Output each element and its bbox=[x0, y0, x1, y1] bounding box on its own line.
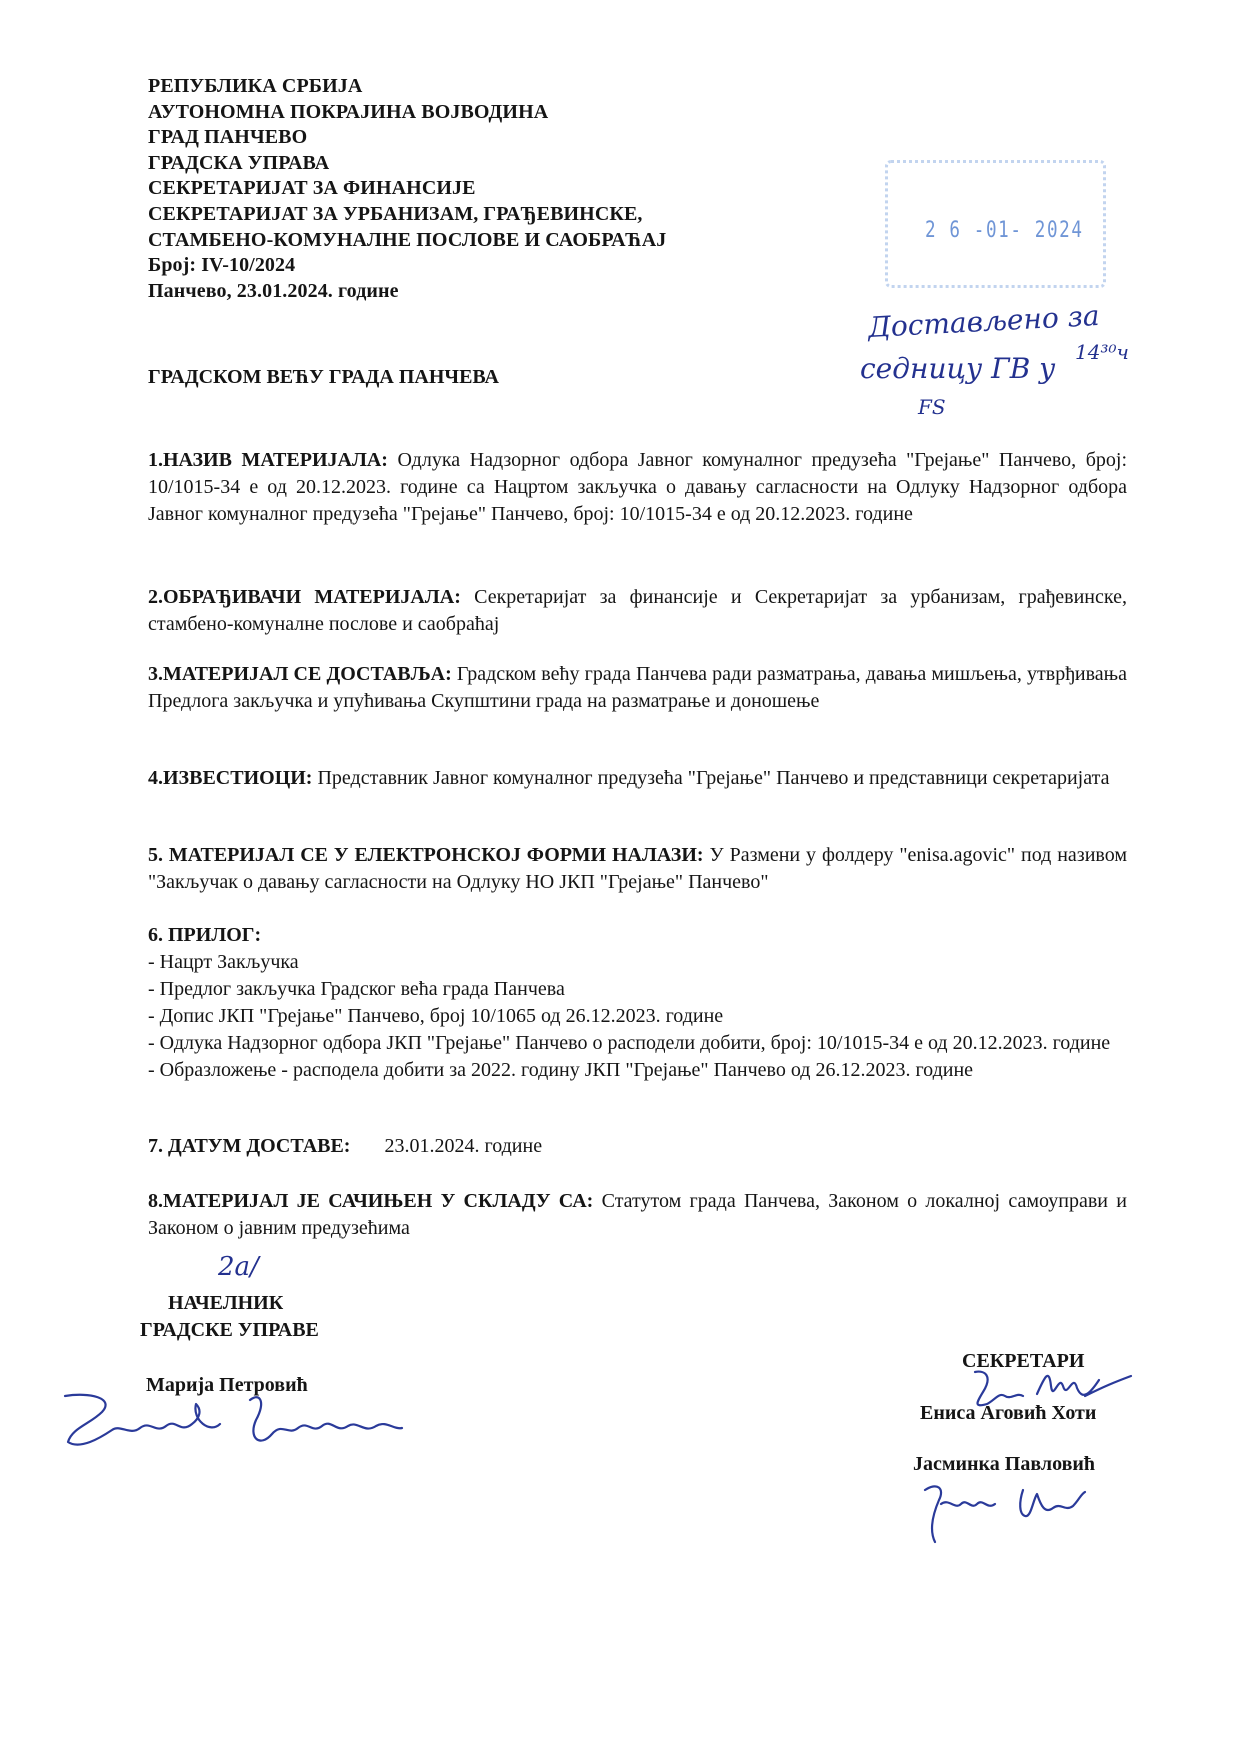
section-label: 1.НАЗИВ МАТЕРИЈАЛА: bbox=[148, 449, 388, 471]
header-city: ГРАД ПАНЧЕВО bbox=[148, 126, 308, 149]
section-label: 3.МАТЕРИЈАЛ СЕ ДОСТАВЉА: bbox=[148, 663, 452, 685]
header-administration: ГРАДСКА УПРАВА bbox=[148, 151, 330, 174]
signature-right-name-1: Eниса Аговић Хоти bbox=[920, 1402, 1097, 1424]
handwritten-note-line1: Достављено за bbox=[867, 298, 1101, 345]
section-text: Одлука Надзорног одбора Јавног комуналног предузећа "Грејање" Панчево, број: 10/1015-34 е од 20.12.2023. године са Нацртом закључка о давању сагласности на Одлуку Надзорног одбора Јавног комуналног предузећа "Грејање" Панчево, број: 10/1015-34 е од 20.12.2023. године bbox=[148, 449, 1127, 525]
section-label: 7. ДАТУМ ДОСТАВЕ: bbox=[148, 1135, 351, 1157]
recipient-heading: ГРАДСКОМ ВЕЋУ ГРАДА ПАНЧЕВА bbox=[148, 366, 499, 388]
signature-left-title bbox=[140, 1290, 319, 1344]
section-text: Градском већу града Панчева ради разматрања, давања мишљења, утврђивања Предлога закључка и упућивања Скупштини града на разматрање и доношење bbox=[148, 663, 1127, 712]
section-label: 5. МАТЕРИЈАЛ СЕ У ЕЛЕКТРОНСКОЈ ФОРМИ НАЛАЗИ: bbox=[148, 844, 704, 866]
section-delivered-to bbox=[148, 661, 1127, 715]
section-label: 2.ОБРАЂИВАЧИ МАТЕРИЈАЛА: bbox=[148, 586, 461, 608]
section-delivery-date bbox=[148, 1133, 1127, 1160]
signature-annotation: 2a/ bbox=[218, 1252, 259, 1282]
signature-left-name: Марија Петровић bbox=[146, 1374, 308, 1396]
section-text: Представник Јавног комуналног предузећа "Грејање" Панчево и представници секретаријата bbox=[312, 767, 1110, 789]
section-label: 6. ПРИЛОГ: bbox=[148, 924, 262, 946]
section-attachments bbox=[148, 922, 1127, 1084]
section-text: 23.01.2024. године bbox=[384, 1135, 543, 1157]
header-province: АУТОНОМНА ПОКРАЈИНА ВОЈВОДИНА bbox=[148, 100, 549, 123]
signature-right-name-2: Јасминка Павловић bbox=[913, 1453, 1096, 1475]
section-compliance bbox=[148, 1188, 1127, 1242]
signature-right-title: СЕКРЕТАРИ bbox=[962, 1350, 1085, 1372]
attachment-item: - Одлука Надзорног одбора ЈКП "Грејање" Панчево о расподели добити, број: 10/1015-34 е од 20.12.2023. године bbox=[148, 1032, 1111, 1054]
header-country: РЕПУБЛИКА СРБИЈА bbox=[148, 75, 363, 97]
header-secretariat-finance: СЕКРЕТАРИЈАТ ЗА ФИНАНСИЈЕ bbox=[148, 177, 476, 200]
attachment-item: - Образложење - расподела добити за 2022. годину ЈКП "Грејање" Панчево од 26.12.2023. године bbox=[148, 1059, 974, 1081]
handwritten-note-initials: FS bbox=[918, 395, 946, 419]
handwritten-note-line2: седницу ГВ у bbox=[860, 352, 1056, 385]
section-text: У Размени у фолдеру "enisa.agovic" под називом "Закључак о давању сагласности на Одлуку НО ЈКП "Грејање" Панчево" bbox=[148, 844, 1127, 893]
attachment-item: - Нацрт Закључка bbox=[148, 951, 299, 973]
handwritten-signature-right-2 bbox=[915, 1480, 1115, 1550]
handwritten-note-time: 14³⁰ч bbox=[1075, 340, 1129, 364]
section-label: 8.МАТЕРИЈАЛ ЈЕ САЧИЊЕН У СКЛАДУ СА: bbox=[148, 1190, 594, 1212]
handwritten-signature-left bbox=[60, 1390, 440, 1460]
section-text: Статутом града Панчева, Законом о локалној самоуправи и Законом о јавним предузећима bbox=[148, 1190, 1127, 1239]
document-header bbox=[148, 74, 666, 304]
signature-left-title-line2: ГРАДСКЕ УПРАВЕ bbox=[140, 1319, 319, 1341]
section-text: Секретаријат за финансије и Секретаријат за урбанизам, грађевинске, стамбено-комуналне послове и саобраћај bbox=[148, 586, 1127, 635]
document-number: Број: IV-10/2024 bbox=[148, 254, 296, 277]
header-secretariat-urban-cont: СТАМБЕНО-КОМУНАЛНЕ ПОСЛОВЕ И САОБРАЋАЈ bbox=[148, 228, 667, 251]
section-reporters bbox=[148, 765, 1127, 792]
stamp-date: 2 6 -01- 2024 bbox=[925, 218, 1084, 243]
section-prepared-by bbox=[148, 584, 1127, 638]
section-electronic-form bbox=[148, 842, 1127, 896]
attachment-item: - Допис ЈКП "Грејање" Панчево, број 10/1065 од 26.12.2023. године bbox=[148, 1005, 724, 1027]
signature-left-title-line1: НАЧЕЛНИК bbox=[168, 1292, 284, 1314]
attachment-item: - Предлог закључка Градског већа града Панчева bbox=[148, 978, 565, 1000]
header-secretariat-urban: СЕКРЕТАРИЈАТ ЗА УРБАНИЗАМ, ГРАЂЕВИНСКЕ, bbox=[148, 202, 643, 225]
section-label: 4.ИЗВЕСТИОЦИ: bbox=[148, 767, 313, 789]
section-material-name bbox=[148, 447, 1127, 528]
document-place-date: Панчево, 23.01.2024. године bbox=[148, 279, 399, 302]
